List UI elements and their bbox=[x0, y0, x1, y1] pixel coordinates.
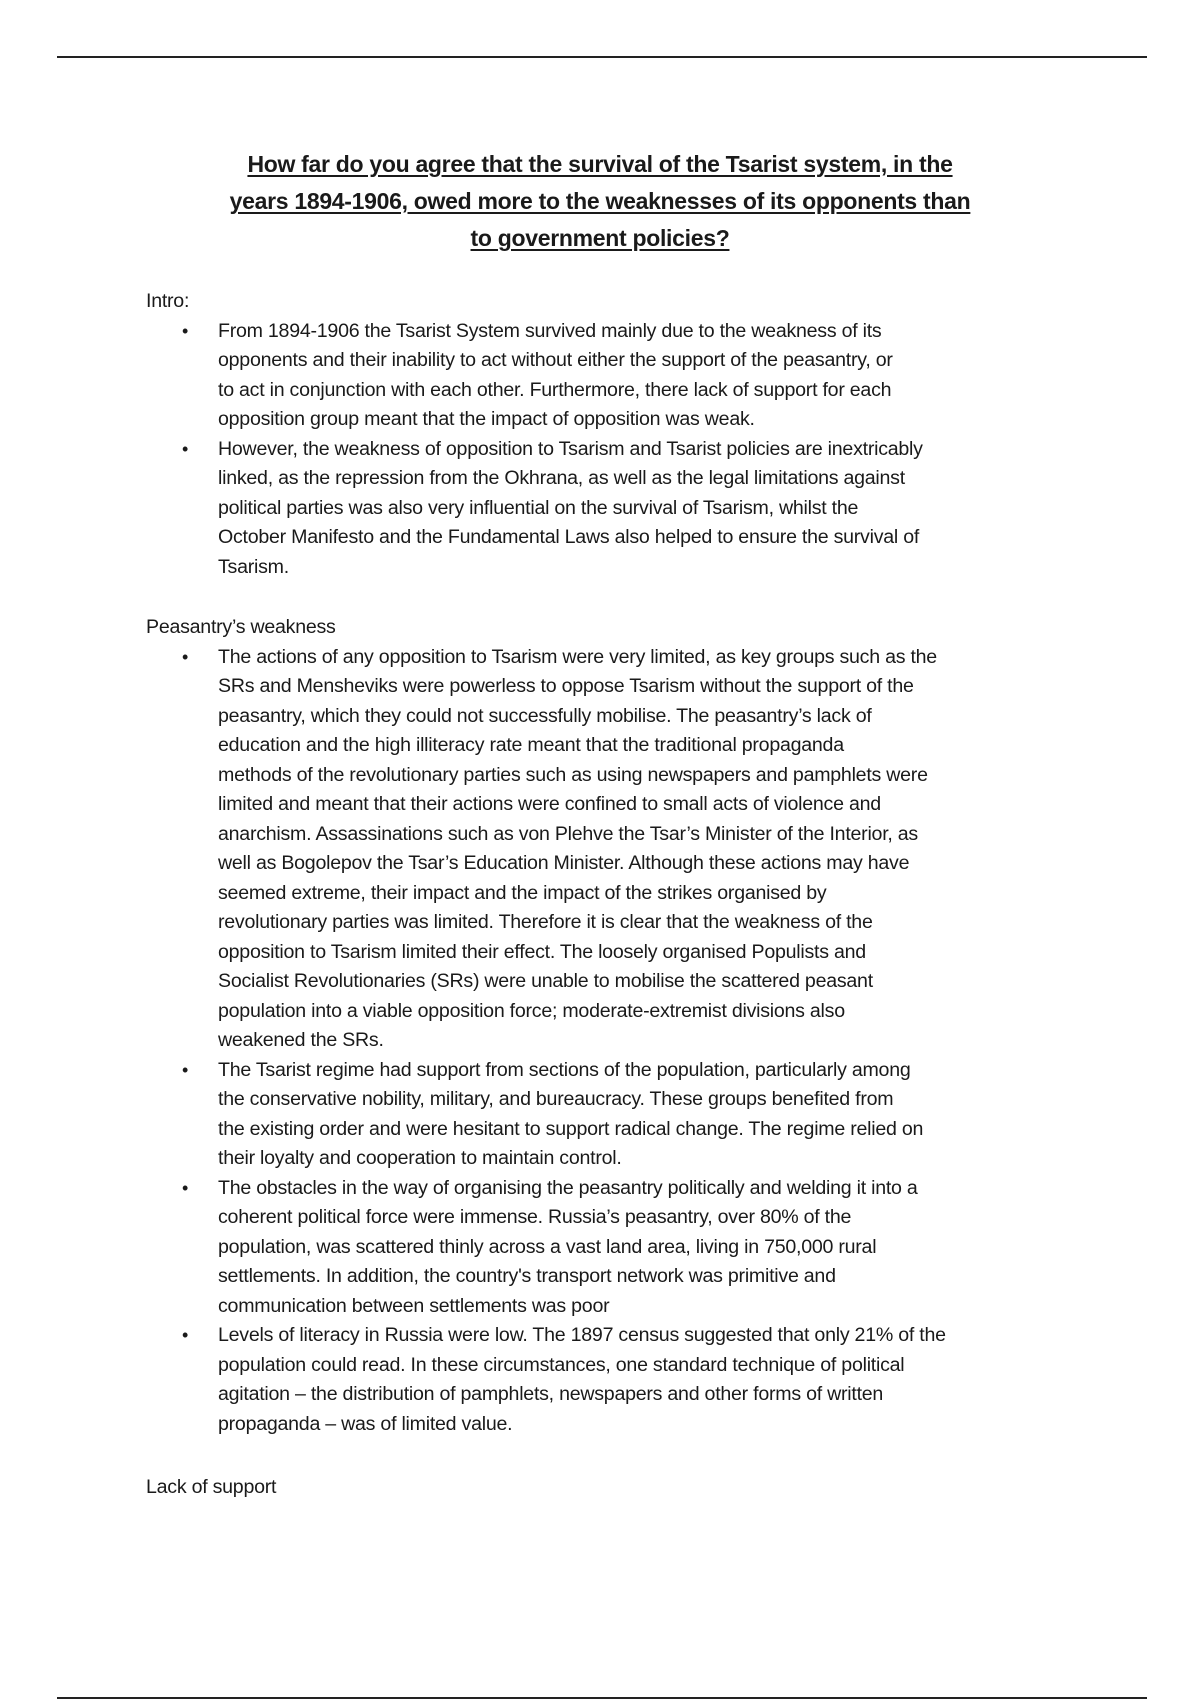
text-line: The obstacles in the way of organising the peasantry politically and welding it into a bbox=[218, 1176, 918, 1199]
title-line-text: years 1894-1906, owed more to the weaknesses of its opponents than bbox=[229, 188, 971, 214]
text-line: population, was scattered thinly across a vast land area, living in 750,000 rural bbox=[218, 1235, 877, 1258]
text-line: communication between settlements was poor bbox=[218, 1294, 610, 1317]
text-line: However, the weakness of opposition to Tsarism and Tsarist policies are inextricably bbox=[218, 437, 923, 460]
text-line: their loyalty and cooperation to maintain control. bbox=[218, 1147, 622, 1169]
section-heading: Peasantry’s weakness bbox=[146, 616, 336, 638]
title-line bbox=[0, 183, 1200, 220]
text-line: education and the high illiteracy rate meant that the traditional propaganda bbox=[218, 734, 844, 756]
text-line: Levels of literacy in Russia were low. The 1897 census suggested that only 21% of the bbox=[218, 1324, 946, 1346]
bullet-item bbox=[146, 1056, 1066, 1174]
section-lack-of-support bbox=[146, 1473, 1066, 1503]
header-rule bbox=[57, 56, 1147, 58]
title-line bbox=[0, 220, 1200, 257]
bullet-icon: • bbox=[182, 438, 189, 459]
text-line: revolutionary parties was limited. Therefore it is clear that the weakness of the bbox=[218, 911, 873, 933]
text-line: methods of the revolutionary parties such as using newspapers and pamphlets were bbox=[218, 763, 928, 786]
text-line: From 1894-1906 the Tsarist System survived mainly due to the weakness of its bbox=[218, 319, 882, 342]
section-heading: Intro: bbox=[146, 290, 190, 312]
text-line: opponents and their inability to act without either the support of the peasantry, or bbox=[218, 349, 893, 371]
bullet-icon: • bbox=[182, 320, 189, 341]
text-line: to act in conjunction with each other. Furthermore, there lack of support for each bbox=[218, 378, 892, 401]
text-line: linked, as the repression from the Okhrana, as well as the legal limitations against bbox=[218, 467, 905, 489]
text-line: agitation – the distribution of pamphlets, newspapers and other forms of written bbox=[218, 1383, 884, 1405]
title-line-text: to government policies? bbox=[470, 225, 730, 251]
text-line: The actions of any opposition to Tsarism were very limited, as key groups such as the bbox=[218, 645, 937, 668]
section-peasantry-weakness bbox=[146, 613, 1066, 1439]
text-line: Socialist Revolutionaries (SRs) were unable to mobilise the scattered peasant bbox=[218, 970, 873, 992]
section-heading: Lack of support bbox=[146, 1476, 277, 1498]
text-line: propaganda – was of limited value. bbox=[218, 1412, 513, 1435]
text-line: political parties was also very influential on the survival of Tsarism, whilst the bbox=[218, 496, 859, 519]
text-line: The Tsarist regime had support from sections of the population, particularly among bbox=[218, 1058, 911, 1081]
text-line: coherent political force were immense. Russia’s peasantry, over 80% of the bbox=[218, 1206, 852, 1228]
text-line: the existing order and were hesitant to support radical change. The regime relied on bbox=[218, 1117, 924, 1140]
text-line: Tsarism. bbox=[218, 555, 289, 578]
title-line-text: How far do you agree that the survival of the Tsarist system, in the bbox=[247, 151, 953, 177]
bullet-item bbox=[146, 643, 1066, 1056]
text-line: limited and meant that their actions were confined to small acts of violence and bbox=[218, 793, 881, 815]
bullet-icon: • bbox=[182, 646, 189, 667]
bullet-item bbox=[146, 1174, 1066, 1322]
text-line: peasantry, which they could not successfully mobilise. The peasantry’s lack of bbox=[218, 704, 872, 727]
bullet-icon: • bbox=[182, 1177, 189, 1198]
text-line: seemed extreme, their impact and the impact of the strikes organised by bbox=[218, 881, 827, 904]
section-intro bbox=[146, 287, 1066, 582]
text-line: SRs and Mensheviks were powerless to oppose Tsarism without the support of the bbox=[218, 675, 914, 697]
footer-rule bbox=[57, 1697, 1147, 1699]
text-line: well as Bogolepov the Tsar’s Education Minister. Although these actions may have bbox=[218, 852, 910, 874]
text-line: anarchism. Assassinations such as von Plehve the Tsar’s Minister of the Interior, as bbox=[218, 822, 918, 845]
bullet-item bbox=[146, 435, 1066, 583]
document-title bbox=[0, 146, 1200, 257]
text-line: population into a viable opposition force; moderate-extremist divisions also bbox=[218, 999, 845, 1022]
text-line: settlements. In addition, the country's transport network was primitive and bbox=[218, 1265, 836, 1287]
text-line: weakened the SRs. bbox=[218, 1029, 384, 1051]
bullet-icon: • bbox=[182, 1325, 189, 1345]
bullet-item bbox=[146, 317, 1066, 435]
title-line bbox=[0, 146, 1200, 183]
text-line: opposition to Tsarism limited their effect. The loosely organised Populists and bbox=[218, 940, 866, 963]
text-line: the conservative nobility, military, and bureaucracy. These groups benefited from bbox=[218, 1088, 894, 1110]
text-line: population could read. In these circumstances, one standard technique of political bbox=[218, 1353, 905, 1376]
bullet-item bbox=[146, 1321, 1066, 1439]
text-line: opposition group meant that the impact of opposition was weak. bbox=[218, 408, 755, 430]
text-line: October Manifesto and the Fundamental Laws also helped to ensure the survival of bbox=[218, 526, 920, 548]
bullet-icon: • bbox=[182, 1059, 189, 1080]
